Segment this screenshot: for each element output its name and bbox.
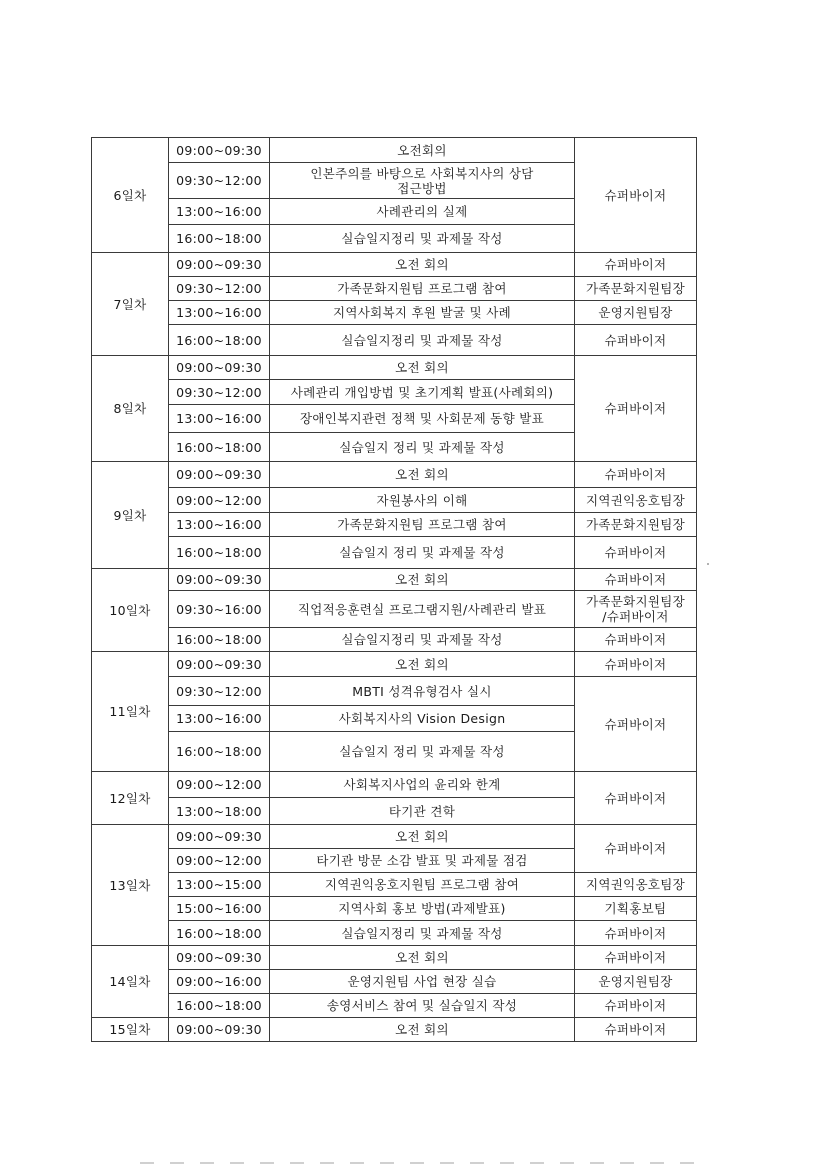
supervisor-cell: 운영지원팀장 bbox=[575, 970, 697, 994]
time-cell: 09:00~12:00 bbox=[169, 772, 270, 798]
activity-cell: 실습일지정리 및 과제물 작성 bbox=[270, 325, 575, 356]
time-cell: 16:00~18:00 bbox=[169, 225, 270, 253]
activity-cell: 실습일지 정리 및 과제물 작성 bbox=[270, 433, 575, 462]
day-label: 9일차 bbox=[92, 462, 169, 569]
activity-cell: 장애인복지관련 정책 및 사회문제 동향 발표 bbox=[270, 405, 575, 433]
activity-line: 인본주의를 바탕으로 사회복지사의 상담 bbox=[310, 165, 534, 181]
supervisor-cell: 슈퍼바이저 bbox=[575, 253, 697, 277]
time-cell: 09:30~12:00 bbox=[169, 277, 270, 301]
table-row bbox=[92, 652, 697, 677]
activity-line: 접근방법 bbox=[397, 180, 447, 196]
time-cell: 09:00~09:30 bbox=[169, 1018, 270, 1042]
time-cell: 13:00~16:00 bbox=[169, 301, 270, 325]
day-label: 15일차 bbox=[92, 1018, 169, 1042]
supervisor-cell: 운영지원팀장 bbox=[575, 301, 697, 325]
activity-cell: 지역권익옹호지원팀 프로그램 참여 bbox=[270, 873, 575, 897]
activity-cell: 오전 회의 bbox=[270, 825, 575, 849]
day-label: 14일차 bbox=[92, 946, 169, 1018]
time-cell: 16:00~18:00 bbox=[169, 994, 270, 1018]
supervisor-cell bbox=[575, 591, 697, 628]
time-cell: 09:30~12:00 bbox=[169, 163, 270, 199]
supervisor-line: /슈퍼바이저 bbox=[602, 609, 669, 624]
table-row bbox=[92, 462, 697, 488]
day-label: 10일차 bbox=[92, 569, 169, 652]
time-cell: 16:00~18:00 bbox=[169, 325, 270, 356]
table-row bbox=[92, 994, 697, 1018]
table-row bbox=[92, 946, 697, 970]
time-cell: 13:00~18:00 bbox=[169, 798, 270, 825]
table-row bbox=[92, 569, 697, 591]
activity-cell: 실습일지정리 및 과제물 작성 bbox=[270, 921, 575, 946]
activity-cell: 오전 회의 bbox=[270, 946, 575, 970]
time-cell: 09:00~09:30 bbox=[169, 138, 270, 163]
time-cell: 16:00~18:00 bbox=[169, 921, 270, 946]
activity-cell: 가족문화지원팀 프로그램 참여 bbox=[270, 513, 575, 537]
time-cell: 09:00~12:00 bbox=[169, 488, 270, 513]
table-row bbox=[92, 628, 697, 652]
time-cell: 09:00~09:30 bbox=[169, 652, 270, 677]
supervisor-cell: 슈퍼바이저 bbox=[575, 825, 697, 873]
time-cell: 09:30~12:00 bbox=[169, 380, 270, 405]
table-row bbox=[92, 1018, 697, 1042]
activity-cell: 오전 회의 bbox=[270, 652, 575, 677]
activity-cell: 오전 회의 bbox=[270, 1018, 575, 1042]
activity-cell: MBTI 성격유형검사 실시 bbox=[270, 677, 575, 706]
activity-cell: 실습일지정리 및 과제물 작성 bbox=[270, 628, 575, 652]
day-label: 12일차 bbox=[92, 772, 169, 825]
activity-cell: 운영지원팀 사업 현장 실습 bbox=[270, 970, 575, 994]
time-cell: 09:30~16:00 bbox=[169, 591, 270, 628]
table-row bbox=[92, 921, 697, 946]
activity-cell: 실습일지 정리 및 과제물 작성 bbox=[270, 732, 575, 772]
activity-cell: 가족문화지원팀 프로그램 참여 bbox=[270, 277, 575, 301]
supervisor-cell: 지역권익옹호팀장 bbox=[575, 873, 697, 897]
activity-cell: 타기관 견학 bbox=[270, 798, 575, 825]
supervisor-cell: 가족문화지원팀장 bbox=[575, 277, 697, 301]
activity-cell: 직업적응훈련실 프로그램지원/사례관리 발표 bbox=[270, 591, 575, 628]
time-cell: 09:30~12:00 bbox=[169, 677, 270, 706]
activity-cell bbox=[270, 163, 575, 199]
scan-bottom-artifact bbox=[140, 1162, 700, 1164]
day-label: 13일차 bbox=[92, 825, 169, 946]
time-cell: 09:00~09:30 bbox=[169, 946, 270, 970]
day-label: 11일차 bbox=[92, 652, 169, 772]
table-row bbox=[92, 537, 697, 569]
table-row bbox=[92, 301, 697, 325]
supervisor-cell: 슈퍼바이저 bbox=[575, 1018, 697, 1042]
time-cell: 13:00~16:00 bbox=[169, 513, 270, 537]
activity-cell: 사례관리의 실제 bbox=[270, 199, 575, 225]
table-row bbox=[92, 970, 697, 994]
time-cell: 13:00~16:00 bbox=[169, 199, 270, 225]
time-cell: 09:00~12:00 bbox=[169, 849, 270, 873]
table-row bbox=[92, 356, 697, 380]
time-cell: 09:00~09:30 bbox=[169, 569, 270, 591]
time-cell: 16:00~18:00 bbox=[169, 732, 270, 772]
supervisor-cell: 슈퍼바이저 bbox=[575, 462, 697, 488]
time-cell: 16:00~18:00 bbox=[169, 433, 270, 462]
table-row bbox=[92, 138, 697, 163]
supervisor-cell: 슈퍼바이저 bbox=[575, 772, 697, 825]
table-row bbox=[92, 253, 697, 277]
table-row bbox=[92, 825, 697, 849]
time-cell: 13:00~15:00 bbox=[169, 873, 270, 897]
table-row bbox=[92, 677, 697, 706]
activity-cell: 실습일지 정리 및 과제물 작성 bbox=[270, 537, 575, 569]
supervisor-cell: 슈퍼바이저 bbox=[575, 628, 697, 652]
activity-cell: 오전 회의 bbox=[270, 356, 575, 380]
supervisor-cell: 슈퍼바이저 bbox=[575, 325, 697, 356]
day-label: 8일차 bbox=[92, 356, 169, 462]
table-row bbox=[92, 513, 697, 537]
activity-cell: 실습일지정리 및 과제물 작성 bbox=[270, 225, 575, 253]
time-cell: 15:00~16:00 bbox=[169, 897, 270, 921]
activity-cell: 사회복지사의 Vision Design bbox=[270, 706, 575, 732]
table-row bbox=[92, 591, 697, 628]
time-cell: 09:00~09:30 bbox=[169, 462, 270, 488]
activity-cell: 오전 회의 bbox=[270, 569, 575, 591]
time-cell: 16:00~18:00 bbox=[169, 537, 270, 569]
scan-speck bbox=[707, 563, 709, 565]
activity-cell: 지역사회 홍보 방법(과제발표) bbox=[270, 897, 575, 921]
activity-cell: 타기관 방문 소감 발표 및 과제물 점검 bbox=[270, 849, 575, 873]
supervisor-cell: 슈퍼바이저 bbox=[575, 994, 697, 1018]
supervisor-cell: 슈퍼바이저 bbox=[575, 677, 697, 772]
time-cell: 09:00~09:30 bbox=[169, 825, 270, 849]
activity-cell: 자원봉사의 이해 bbox=[270, 488, 575, 513]
table-row bbox=[92, 772, 697, 798]
activity-cell: 오전 회의 bbox=[270, 253, 575, 277]
time-cell: 13:00~16:00 bbox=[169, 706, 270, 732]
activity-cell: 송영서비스 참여 및 실습일지 작성 bbox=[270, 994, 575, 1018]
table-row bbox=[92, 277, 697, 301]
table-row bbox=[92, 873, 697, 897]
supervisor-line: 가족문화지원팀장 bbox=[585, 594, 685, 609]
time-cell: 09:00~09:30 bbox=[169, 253, 270, 277]
time-cell: 09:00~09:30 bbox=[169, 356, 270, 380]
activity-cell: 오전 회의 bbox=[270, 462, 575, 488]
activity-cell: 오전회의 bbox=[270, 138, 575, 163]
supervisor-cell: 슈퍼바이저 bbox=[575, 138, 697, 253]
table-row bbox=[92, 488, 697, 513]
activity-cell: 지역사회복지 후원 발굴 및 사례 bbox=[270, 301, 575, 325]
supervisor-cell: 슈퍼바이저 bbox=[575, 356, 697, 462]
supervisor-cell: 가족문화지원팀장 bbox=[575, 513, 697, 537]
day-label: 6일차 bbox=[92, 138, 169, 253]
supervisor-cell: 슈퍼바이저 bbox=[575, 537, 697, 569]
supervisor-cell: 슈퍼바이저 bbox=[575, 921, 697, 946]
supervisor-cell: 지역권익옹호팀장 bbox=[575, 488, 697, 513]
day-label: 7일차 bbox=[92, 253, 169, 356]
supervisor-cell: 슈퍼바이저 bbox=[575, 652, 697, 677]
activity-cell: 사례관리 개입방법 및 초기계획 발표(사례회의) bbox=[270, 380, 575, 405]
time-cell: 16:00~18:00 bbox=[169, 628, 270, 652]
table-row bbox=[92, 897, 697, 921]
supervisor-cell: 슈퍼바이저 bbox=[575, 946, 697, 970]
supervisor-cell: 슈퍼바이저 bbox=[575, 569, 697, 591]
time-cell: 13:00~16:00 bbox=[169, 405, 270, 433]
table-row bbox=[92, 325, 697, 356]
supervisor-cell: 기획홍보팀 bbox=[575, 897, 697, 921]
internship-schedule-table bbox=[91, 137, 697, 1042]
activity-cell: 사회복지사업의 윤리와 한계 bbox=[270, 772, 575, 798]
time-cell: 09:00~16:00 bbox=[169, 970, 270, 994]
